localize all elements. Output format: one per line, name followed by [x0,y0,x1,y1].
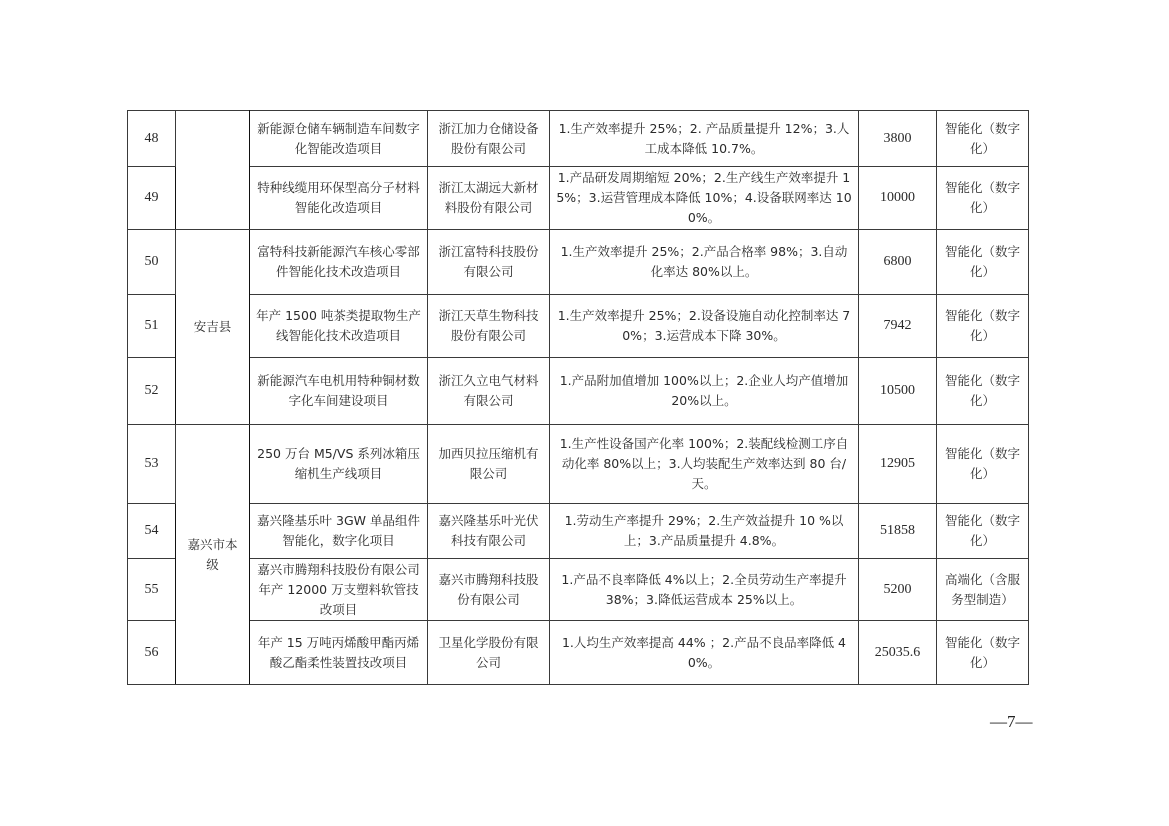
investment: 10500 [859,358,937,425]
table-row [128,167,1029,230]
company-name: 浙江加力仓储设备股份有限公司 [428,111,550,167]
region-cell: 安吉县 [176,230,250,425]
investment: 25035.6 [859,621,937,685]
company-name: 浙江久立电气材料有限公司 [428,358,550,425]
category: 智能化（数字化） [937,167,1029,230]
row-number: 55 [128,559,176,621]
company-name: 卫星化学股份有限公司 [428,621,550,685]
category: 智能化（数字化） [937,295,1029,358]
benefits: 1.产品不良率降低 4%以上；2.全员劳动生产率提升 38%；3.降低运营成本 25%以上。 [550,559,859,621]
table-row [128,230,1029,295]
category: 智能化（数字化） [937,425,1029,504]
row-number: 54 [128,504,176,559]
project-name: 富特科技新能源汽车核心零部件智能化技术改造项目 [250,230,428,295]
project-name: 年产 15 万吨丙烯酸甲酯丙烯酸乙酯柔性装置技改项目 [250,621,428,685]
table-row [128,504,1029,559]
company-name: 浙江天草生物科技股份有限公司 [428,295,550,358]
project-name: 250 万台 M5/VS 系列冰箱压缩机生产线项目 [250,425,428,504]
benefits: 1.人均生产效率提高 44% ；2.产品不良品率降低 40%。 [550,621,859,685]
row-number: 52 [128,358,176,425]
project-name: 新能源汽车电机用特种铜材数字化车间建设项目 [250,358,428,425]
row-number: 49 [128,167,176,230]
project-name: 嘉兴市腾翔科技股份有限公司年产 12000 万支塑料软管技改项目 [250,559,428,621]
table-row [128,111,1029,167]
category: 智能化（数字化） [937,621,1029,685]
project-name: 年产 1500 吨茶类提取物生产线智能化技术改造项目 [250,295,428,358]
investment: 51858 [859,504,937,559]
investment: 3800 [859,111,937,167]
table-row [128,559,1029,621]
category: 智能化（数字化） [937,230,1029,295]
investment: 12905 [859,425,937,504]
company-name: 加西贝拉压缩机有限公司 [428,425,550,504]
benefits: 1.生产性设备国产化率 100%；2.装配线检测工序自动化率 80%以上；3.人均装配生产效率达到 80 台/天。 [550,425,859,504]
project-name: 特种线缆用环保型高分子材料智能化改造项目 [250,167,428,230]
company-name: 嘉兴市腾翔科技股份有限公司 [428,559,550,621]
table-row [128,425,1029,504]
page-number: —7— [990,712,1033,731]
investment: 6800 [859,230,937,295]
row-number: 51 [128,295,176,358]
category: 智能化（数字化） [937,504,1029,559]
company-name: 浙江太湖远大新材料股份有限公司 [428,167,550,230]
category: 高端化（含服务型制造） [937,559,1029,621]
project-name: 新能源仓储车辆制造车间数字化智能改造项目 [250,111,428,167]
investment: 7942 [859,295,937,358]
region-cell [176,111,250,230]
investment: 5200 [859,559,937,621]
benefits: 1.产品附加值增加 100%以上；2.企业人均产值增加 20%以上。 [550,358,859,425]
company-name: 浙江富特科技股份有限公司 [428,230,550,295]
category: 智能化（数字化） [937,358,1029,425]
benefits: 1.生产效率提升 25%；2. 产品质量提升 12%；3.人工成本降低 10.7%。 [550,111,859,167]
row-number: 53 [128,425,176,504]
row-number: 50 [128,230,176,295]
region-cell: 嘉兴市本级 [176,425,250,685]
benefits: 1.生产效率提升 25%；2.产品合格率 98%；3.自动化率达 80%以上。 [550,230,859,295]
table-row [128,358,1029,425]
project-name: 嘉兴隆基乐叶 3GW 单晶组件智能化，数字化项目 [250,504,428,559]
benefits: 1.劳动生产率提升 29%；2.生产效益提升 10 %以上；3.产品质量提升 4.8%。 [550,504,859,559]
project-table [127,110,1029,685]
company-name: 嘉兴隆基乐叶光伏科技有限公司 [428,504,550,559]
table-row [128,621,1029,685]
category: 智能化（数字化） [937,111,1029,167]
benefits: 1.产品研发周期缩短 20%；2.生产线生产效率提升 15%；3.运营管理成本降低 10%；4.设备联网率达 100%。 [550,167,859,230]
table-row [128,295,1029,358]
row-number: 56 [128,621,176,685]
investment: 10000 [859,167,937,230]
benefits: 1.生产效率提升 25%；2.设备设施自动化控制率达 70%；3.运营成本下降 30%。 [550,295,859,358]
row-number: 48 [128,111,176,167]
